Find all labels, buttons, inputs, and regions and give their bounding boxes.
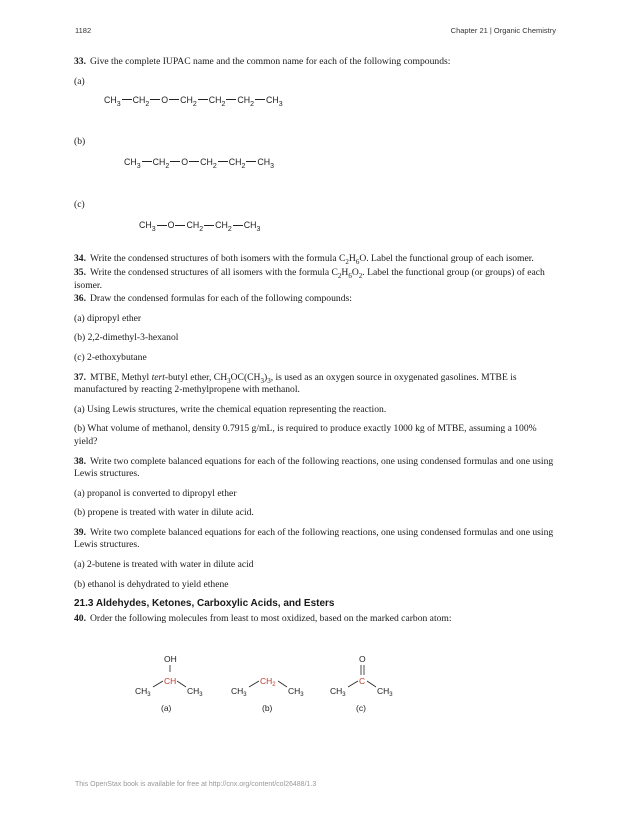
q38-a: (a) propanol is converted to dipropyl ether	[74, 487, 237, 499]
q36-c: (c) 2-ethoxybutane	[74, 351, 147, 363]
q39-a: (a) 2-butene is treated with water in dilute acid	[74, 559, 254, 571]
q36-a: (a) dipropyl ether	[74, 312, 142, 324]
q40-molecules	[130, 650, 410, 720]
q33-a-label: (a)	[74, 75, 85, 87]
question-34: 34. Write the condensed structures of both isomers with the formula $C_2H_6O$. Label the functional group of each isomer.	[74, 253, 534, 267]
structure-33c: $CH_3$ O $CH_2$ $CH_2$ $CH_3$	[139, 220, 261, 234]
question-39: 39. Write two complete balanced equations for each of the following reactions, one using condensed formulas and one using Lewis structures.	[74, 526, 554, 551]
label-a: (a)	[161, 703, 172, 713]
molecule-c	[330, 654, 393, 713]
content	[74, 56, 556, 632]
section-heading: 21.3 Aldehydes, Ketones, Carboxylic Acids, and Esters	[74, 598, 335, 610]
svg-text:OH: OH	[164, 654, 177, 664]
svg-text:CH3: $CH_3$	[330, 686, 346, 698]
page-number: 1182	[75, 26, 92, 35]
question-35: 35. Write the condensed structures of all isomers with the formula $C_2H_6O_2$. Label the functional group (or groups) of each isomer.	[74, 266, 545, 291]
svg-text:CH3: $CH_3$	[135, 686, 151, 698]
svg-text:O: O	[359, 654, 366, 664]
q38-b: (b) propene is treated with water in dilute acid.	[74, 507, 254, 519]
molecule-b	[231, 676, 304, 713]
structure-33a: $CH_3$ $CH_2$ O $CH_2$ $CH_2$ $CH_2$ $CH_3$	[104, 95, 283, 108]
question-36: 36. Draw the condensed formulas for each of the following compounds:	[74, 293, 352, 305]
q39-b: (b) ethanol is dehydrated to yield ethene	[74, 578, 229, 590]
molecule-a	[135, 654, 203, 713]
footer: This OpenStax book is available for free at http://cnx.org/content/col26488/1.3	[75, 781, 317, 788]
q37-b: (b) What volume of methanol, density 0.7915 g/mL, is required to produce exactly 1000 kg of MTBE, assuming a 100% yield?	[74, 423, 537, 447]
label-b: (b)	[262, 703, 273, 713]
structure-33b: $CH_3$ $CH_2$ O $CH_2$ $CH_2$ $CH_3$	[124, 156, 274, 170]
svg-text:C: C	[359, 676, 366, 686]
chapter-header: Chapter 21 | Organic Chemistry	[450, 26, 556, 35]
question-33: 33. Give the complete IUPAC name and the common name for each of the following compounds:	[74, 56, 451, 67]
q33-b-label: (b)	[74, 136, 86, 148]
q33-c-label: (c)	[74, 198, 85, 210]
label-c: (c)	[356, 703, 366, 713]
svg-text:CH3: $CH_3$	[187, 686, 203, 698]
question-38: 38. Write two complete balanced equations for each of the following reactions, one using condensed formulas and one using Lewis structures.	[74, 455, 554, 480]
svg-text:CH3: $CH_3$	[288, 686, 304, 698]
q37-a: (a) Using Lewis structures, write the chemical equation representing the reaction.	[74, 403, 387, 415]
svg-text:CH3: $CH_3$	[377, 686, 393, 698]
question-37: 37. MTBE, Methyl tert-butyl ether, $CH_3OC(CH_3)_3$, is used as an oxygen source in oxygenated gasolines. MTBE is manufactured by reacting 2-methylpropene with methanol.	[74, 371, 517, 396]
q36-b: (b) 2,2-dimethyl-3-hexanol	[74, 332, 179, 344]
svg-text:CH2: $CH_2$	[260, 676, 276, 688]
svg-text:CH3: $CH_3$	[231, 686, 247, 698]
svg-text:CH: CH	[164, 676, 177, 686]
question-40: 40. Order the following molecules from least to most oxidized, based on the marked carbon atom:	[74, 612, 452, 624]
